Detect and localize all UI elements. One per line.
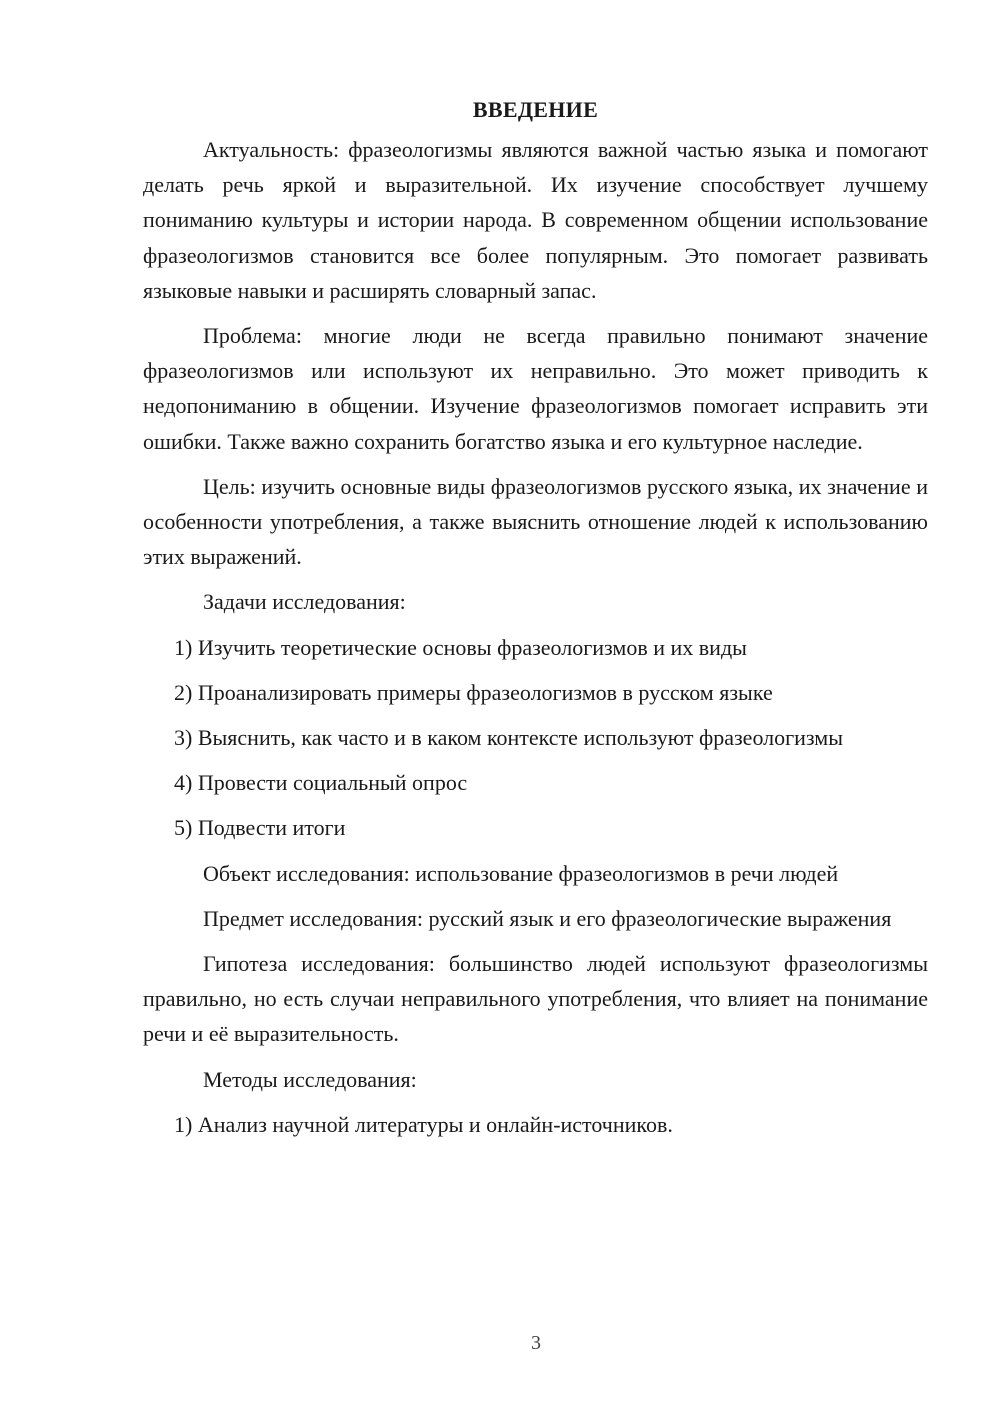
task-item-1: 1) Изучить теоретические основы фразеологизмов и их виды: [174, 634, 747, 660]
problem-paragraph: Проблема: многие люди не всегда правильно понимают значение фразеологизмов или используют их неправильно. Это может приводить к недопониманию в общении. Изучение фразеологизмов помогает исправить эти ошибки. Также важно сохранить богатство языка и его культурное наследие.: [143, 323, 928, 454]
task-item-3: 3) Выяснить, как часто и в каком контексте используют фразеологизмы: [174, 725, 844, 751]
hypothesis-paragraph: Гипотеза исследования: большинство людей используют фразеологизмы правильно, но есть случаи неправильного употребления, что влияет на понимание речи и её выразительность.: [143, 951, 928, 1047]
tasks-heading: Задачи исследования:: [203, 589, 406, 615]
method-item-1: 1) Анализ научной литературы и онлайн-источников.: [174, 1111, 673, 1137]
object-paragraph: Объект исследования: использование фразеологизмов в речи людей: [203, 860, 839, 886]
task-item-4: 4) Провести социальный опрос: [174, 770, 468, 796]
page-number: 3: [531, 1332, 541, 1354]
methods-heading: Методы исследования:: [203, 1066, 417, 1092]
relevance-paragraph: Актуальность: фразеологизмы являются важной частью языка и помогают делать речь яркой и выразительной. Их изучение способствует лучшему пониманию культуры и истории народа. В современном общении использование фразеологизмов становится все более популярным. Это помогает развивать языковые навыки и расширять словарный запас.: [143, 137, 928, 303]
task-item-5: 5) Подвести итоги: [174, 815, 346, 841]
task-item-2: 2) Проанализировать примеры фразеологизмов в русском языке: [174, 679, 773, 705]
goal-paragraph: Цель: изучить основные виды фразеологизмов русского языка, их значение и особенности употребления, а также выяснить отношение людей к использованию этих выражений.: [143, 473, 928, 570]
subject-paragraph: Предмет исследования: русский язык и его фразеологические выражения: [203, 905, 892, 931]
document-page: [143, 92, 928, 1152]
page-title: ВВЕДЕНИЕ: [472, 97, 599, 122]
